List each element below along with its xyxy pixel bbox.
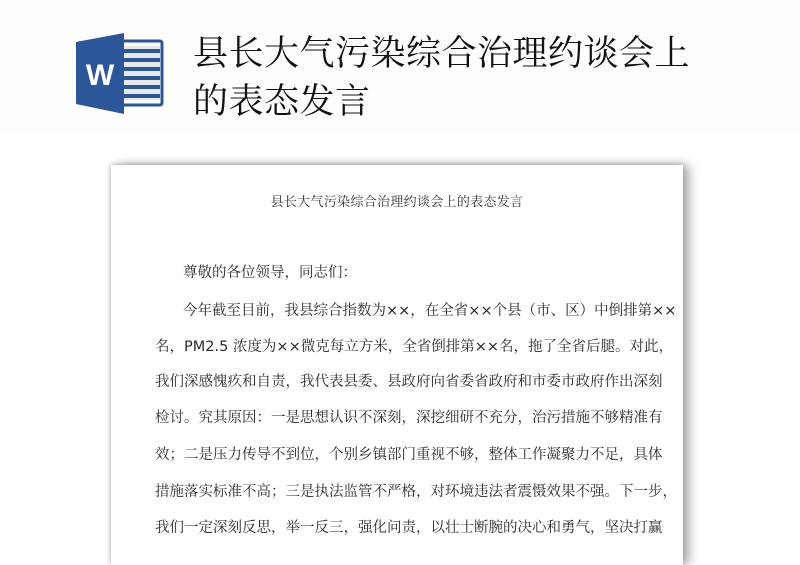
page-title [193, 30, 733, 126]
body-line: 效；二是压力传导不到位，个别乡镇部门重视不够，整体工作凝聚力不足，具体 [155, 447, 663, 463]
document-title: 县长大气污染综合治理约谈会上的表态发言 [270, 195, 524, 210]
body-line: 今年截至目前，我县综合指数为××，在全省××个县（市、区）中倒排第×× [183, 303, 677, 319]
page-title-line-2: 的表态发言 [193, 82, 371, 122]
body-line: 措施落实标准不高；三是执法监管不严格，对环境违法者震慑效果不强。下一步， [155, 484, 677, 500]
body-line: 我们深感愧疚和自责，我代表县委、县政府向省委省政府和市委市政府作出深刻 [155, 374, 663, 390]
body-line: 检讨。究其原因：一是思想认识不深刻，深挖细研不充分，治污措施不够精准有 [155, 410, 663, 426]
body-line: 我们一定深刻反思，举一反三，强化问责，以壮士断腕的决心和勇气，坚决打赢 [155, 520, 663, 536]
header-banner [0, 0, 800, 132]
body-line: 名，PM2.5 浓度为××微克每立方米，全省倒排第××名，拖了全省后腿。对此， [155, 339, 674, 355]
page-title-line-1: 县长大气污染综合治理约谈会上 [193, 34, 691, 74]
svg-text:W: W [85, 59, 115, 92]
word-document-icon [76, 32, 164, 114]
greeting-line: 尊敬的各位领导，同志们： [183, 265, 357, 281]
document-page [111, 165, 683, 565]
